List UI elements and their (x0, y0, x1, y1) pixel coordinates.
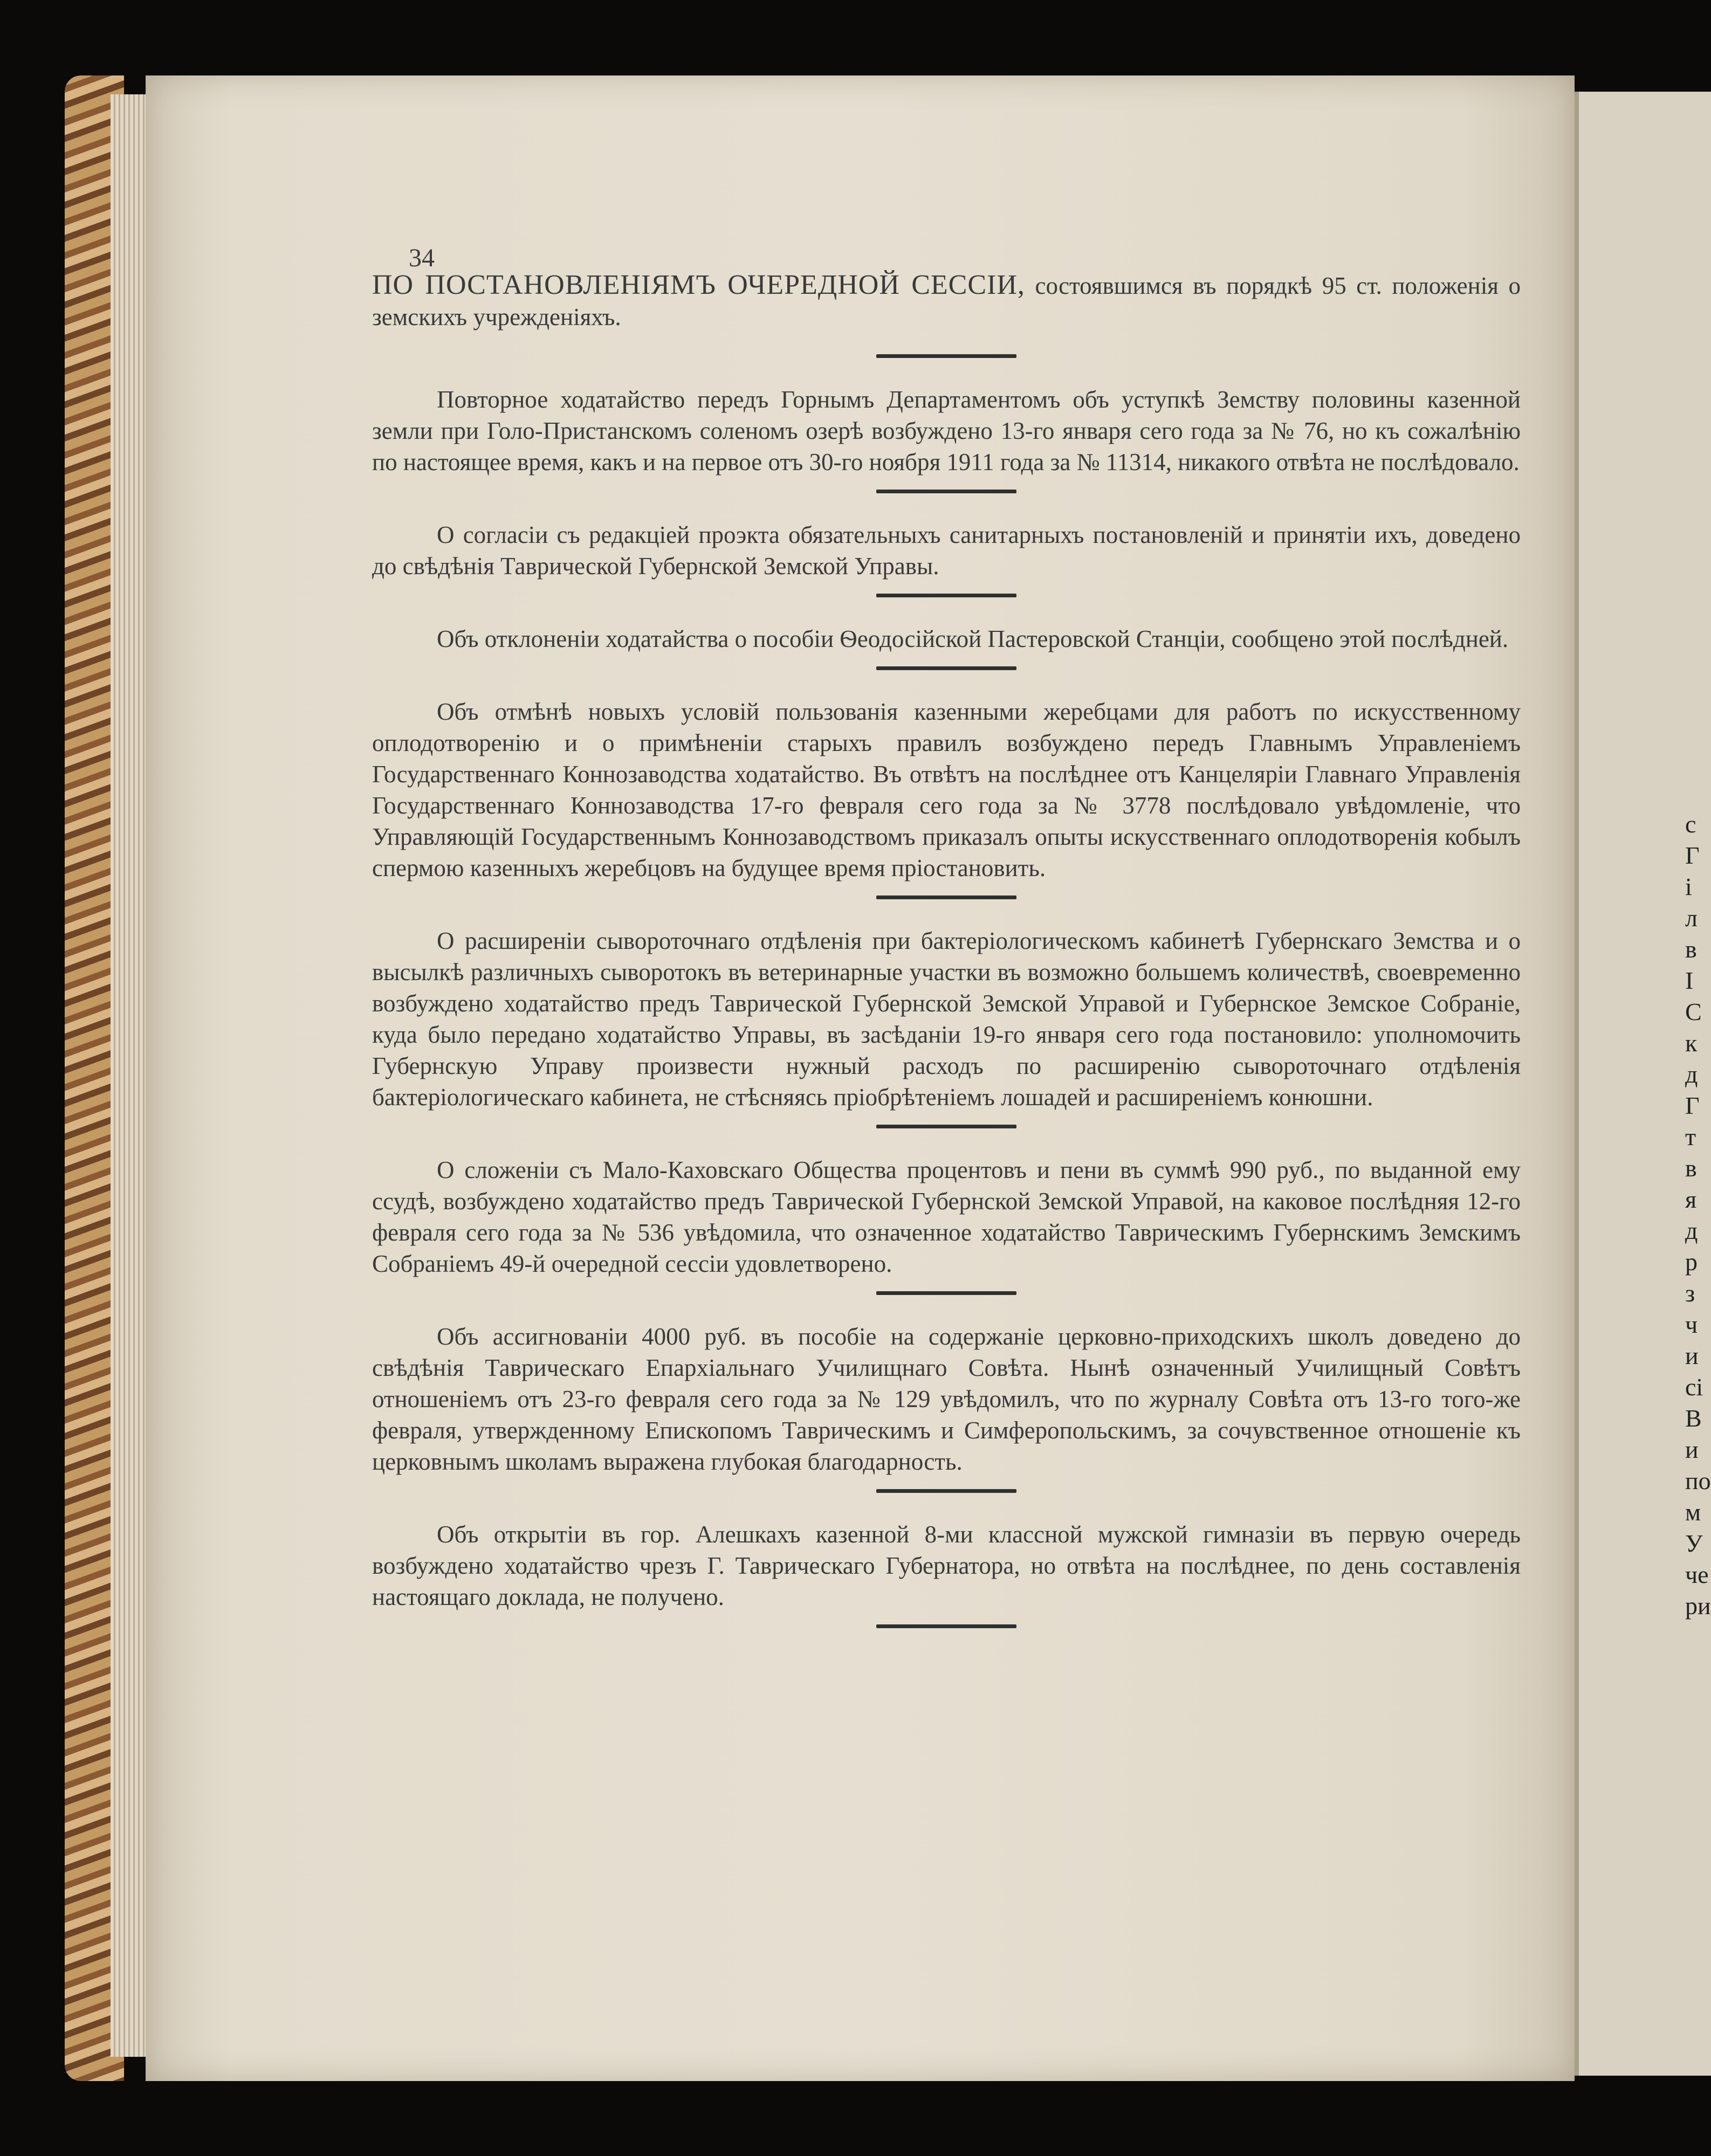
facing-page-fragment: У (1685, 1530, 1703, 1557)
paragraph: Повторное ходатайство передъ Горнымъ Департаментомъ объ уступкѣ Земству половины казенной земли при Голо-Пристанскомъ соленомъ озерѣ возбуждено 13-го января сего года за № 76, но къ сожалѣнію по настоящее время, какъ и на первое отъ 30-го ноября 1911 года за № 11314, никакого отвѣта не послѣдовало. (372, 386, 1521, 476)
section-heading (372, 270, 1521, 333)
facing-page-fragment: І (1685, 967, 1694, 994)
divider-rule (876, 896, 1016, 899)
facing-page-fragment: з (1685, 1279, 1695, 1307)
facing-page-fragment: сі (1685, 1373, 1703, 1401)
facing-page-fragment: С (1685, 998, 1702, 1025)
section-heading-caps: ПО ПОСТАНОВЛЕНІЯМЪ ОЧЕРЕДНОЙ СЕССІИ, (372, 270, 1025, 300)
page-text (372, 243, 1521, 1654)
divider-rule (876, 594, 1016, 597)
divider-rule (876, 490, 1016, 493)
divider-rule (876, 1489, 1016, 1493)
facing-page-fragment: В (1685, 1404, 1702, 1432)
facing-page-fragment: д (1685, 1060, 1698, 1088)
facing-page-fragment: і (1685, 873, 1692, 900)
facing-page-text-fragments (1685, 809, 1711, 1622)
page-number: 34 (409, 244, 435, 272)
facing-page-fragment: и (1685, 1436, 1699, 1463)
facing-page-fragment: Г (1685, 1092, 1700, 1119)
divider-rule (876, 354, 1016, 358)
facing-page-fragment: в (1685, 1154, 1697, 1182)
facing-page-fragment: д (1685, 1217, 1698, 1244)
paragraph: Объ открытіи въ гор. Алешкахъ казенной 8-ми классной мужской гимназіи въ первую очередь возбуждено ходатайство чрезъ Г. Таврическаго Губернатора, но отвѣта на послѣднее, по день составленія настоящаго доклада, не получено. (372, 1521, 1521, 1610)
paragraph: О сложеніи съ Мало-Каховскаго Общества процентовъ и пени въ суммѣ 990 руб., по выданной ему ссудѣ, возбуждено ходатайство предъ Таврической Губернской Земской Управой, на каковое послѣдняя 12-го февраля сего года за № 536 увѣдомила, что означенное ходатайство Таврическимъ Губернскимъ Земскимъ Собраніемъ 49-й очередной сессіи удовлетворено. (372, 1156, 1521, 1277)
facing-page-fragment: р (1685, 1248, 1698, 1276)
facing-page-fragment: т (1685, 1123, 1696, 1151)
facing-page-fragment: по (1685, 1467, 1711, 1494)
paragraph: О согласіи съ редакціей проэкта обязательныхъ санитарныхъ постановленій и принятіи ихъ, доведено до свѣдѣнія Таврической Губернской Земской Управы. (372, 521, 1521, 580)
paragraph: О расширеніи сывороточнаго отдѣленія при бактеріологическомъ кабинетѣ Губернскаго Земства и о высылкѣ различныхъ сыворотокъ въ ветеринарные участки въ возможно большемъ количествѣ, своевременно возбуждено ходатайство предъ Таврической Губернской Земской Управой и Губернское Земское Собраніе, куда было передано ходатайство Управы, въ засѣданіи 19-го января сего года постановило: уполномочить Губернскую Управу произвести нужный расходъ по расширенію сывороточнаго отдѣленія бактеріологическаго кабинета, не стѣсняясь пріобрѣтеніемъ лошадей и расширеніемъ конюшни. (372, 927, 1521, 1111)
facing-page-fragment: к (1685, 1029, 1698, 1057)
divider-rule (876, 1291, 1016, 1295)
divider-rule (876, 1624, 1016, 1628)
divider-rule (876, 666, 1016, 670)
facing-page-fragment: л (1685, 904, 1698, 932)
section-heading-rest: состоявшимся въ порядкѣ 95 ст. положенія о земскихъ учрежденіяхъ. (372, 272, 1521, 330)
facing-page-fragment: в (1685, 935, 1697, 963)
facing-page-fragment: ч (1685, 1311, 1698, 1338)
facing-page-fragment: с (1685, 810, 1696, 838)
facing-page-fragment: Г (1685, 842, 1700, 869)
paragraph: Объ ассигнованіи 4000 руб. въ пособіе на содержаніе церковно-приходскихъ школъ доведено до свѣдѣнія Таврическаго Епархіальнаго Училищнаго Совѣта. Нынѣ означенный Училищный Совѣтъ отношеніемъ отъ 23-го февраля сего года за № 129 увѣдомилъ, что по журналу Совѣта отъ 13-го того-же февраля, утвержденному Епископомъ Таврическимъ и Симферопольскимъ, за сочувственное отношеніе къ церковнымъ школамъ выражена глубокая благодарность. (372, 1323, 1521, 1475)
divider-rule (876, 1125, 1016, 1128)
facing-page-fragment: и (1685, 1342, 1699, 1369)
paragraph: Объ отклоненіи ходатайства о пособіи Ѳеодосійской Пастеровской Станціи, сообщено этой послѣдней. (437, 625, 1509, 652)
facing-page-fragment: м (1685, 1498, 1701, 1526)
facing-page-fragment: я (1685, 1186, 1697, 1213)
paragraph: Объ отмѣнѣ новыхъ условій пользованія казенными жеребцами для работъ по искусственному оплодотворенію и о примѣненіи старыхъ правилъ возбуждено передъ Главнымъ Управленіемъ Государственнаго Коннозаводства ходатайство. Въ отвѣтъ на послѣднее отъ Канцеляріи Главнаго Управленія Государственнаго Коннозаводства 17-го февраля сего года за № 3778 послѣдовало увѣдомленіе, что Управляющій Государственнымъ Коннозаводствомъ приказалъ опыты искусственнаго оплодотворенія кобылъ спермою казенныхъ жеребцовъ на будущее время пріостановить. (372, 698, 1521, 881)
facing-page-fragment: че (1685, 1561, 1709, 1588)
facing-page-fragment: ри (1685, 1592, 1711, 1620)
